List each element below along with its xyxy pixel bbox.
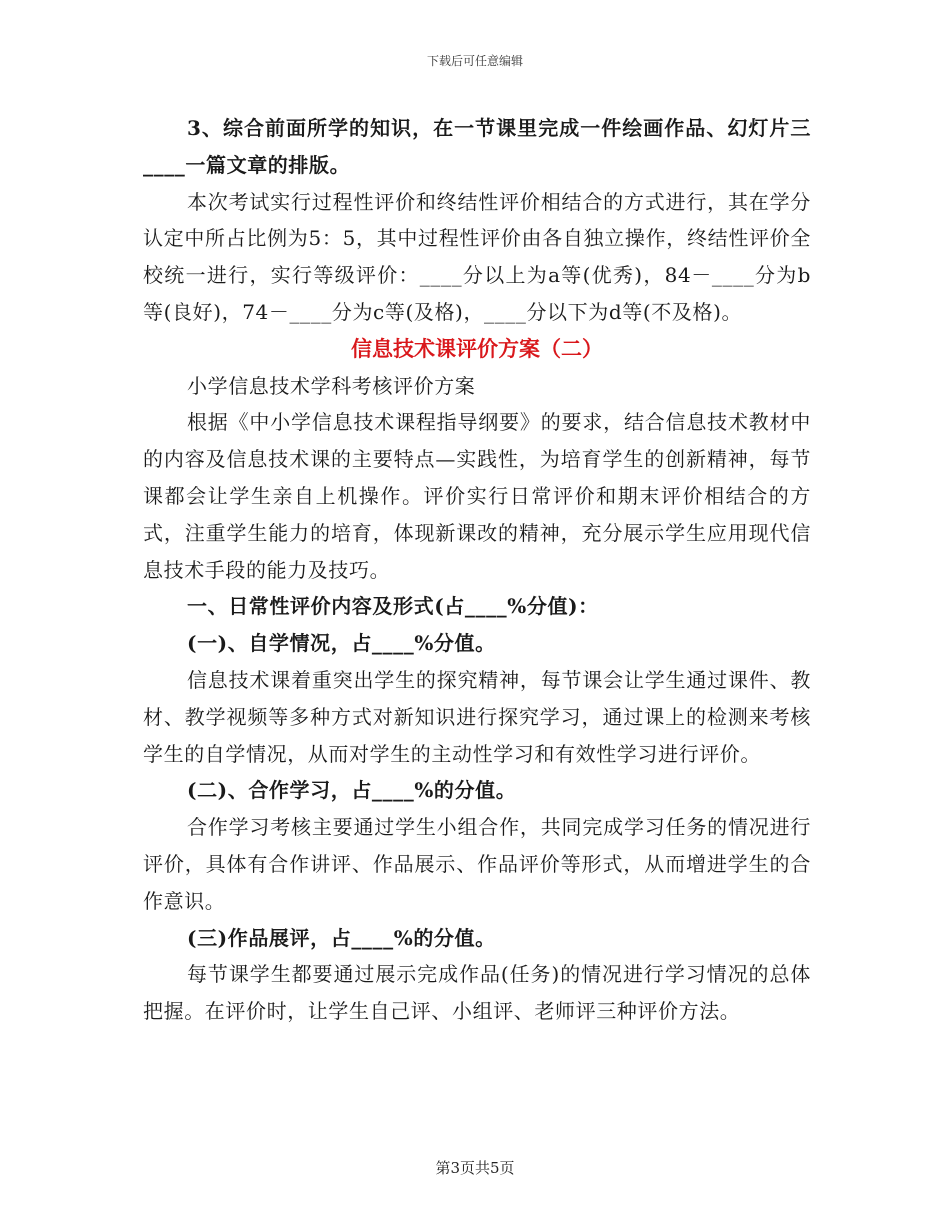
document-body	[143, 110, 811, 1030]
cooperative-learning-paragraph: 合作学习考核主要通过学生小组合作，共同完成学习任务的情况进行评价，具体有合作讲评、作品展示、作品评价等形式，从而增进学生的合作意识。	[143, 815, 811, 913]
heading-cooperative-learning: (二)、合作学习，占____%的分值。	[187, 778, 517, 803]
subtitle-paragraph: 小学信息技术学科考核评价方案	[187, 373, 476, 398]
exam-grading-paragraph: 本次考试实行过程性评价和终结性评价相结合的方式进行，其在学分认定中所占比例为5：5，其中过程性评价由各自独立操作，终结性评价全校统一进行，实行等级评价：____分以上为a等(优秀)，84－____分为b等(良好)，74－____分为c等(及格)，____分以下为d等(不及格)。	[143, 189, 811, 324]
heading-daily-evaluation: 一、日常性评价内容及形式(占____%分值)：	[187, 594, 599, 619]
section-title: 信息技术课评价方案（二）	[351, 335, 603, 361]
page-number-footer: 第3页共5页	[435, 1159, 515, 1177]
work-exhibition-paragraph: 每节课学生都要通过展示完成作品(任务)的情况进行学习情况的总体把握。在评价时，让学生自己评、小组评、老师评三种评价方法。	[143, 962, 811, 1024]
heading-self-study: (一)、自学情况，占____%分值。	[187, 631, 496, 656]
page-header-note: 下载后可任意编辑	[426, 54, 523, 68]
item-3-paragraph: 3、综合前面所学的知识，在一节课里完成一件绘画作品、幻灯片三____一篇文章的排版。	[143, 116, 811, 177]
intro-paragraph: 根据《中小学信息技术课程指导纲要》的要求，结合信息技术教材中的内容及信息技术课的主要特点—实践性，为培育学生的创新精神，每节课都会让学生亲自上机操作。评价实行日常评价和期末评价相结合的方式，注重学生能力的培育，体现新课改的精神，充分展示学生应用现代信息技术手段的能力及技巧。	[143, 410, 811, 582]
heading-work-exhibition: (三)作品展评，占____%的分值。	[187, 925, 496, 950]
self-study-paragraph: 信息技术课着重突出学生的探究精神，每节课会让学生通过课件、教材、教学视频等多种方式对新知识进行探究学习，通过课上的检测来考核学生的自学情况，从而对学生的主动性学习和有效性学习进行评价。	[143, 667, 811, 766]
